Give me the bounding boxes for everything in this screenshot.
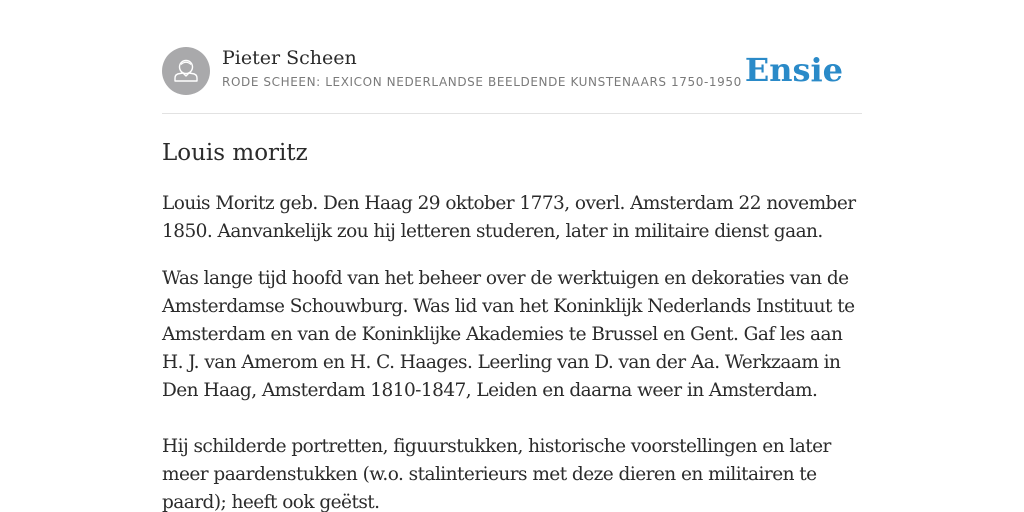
article-title: Louis moritz: [162, 140, 308, 166]
article-paragraph: Louis Moritz geb. Den Haag 29 oktober 1773, overl. Amsterdam 22 november 1850. Aanvankelijk zou hij letteren studeren, later in militaire dienst gaan.: [162, 193, 856, 242]
author-avatar[interactable]: [162, 47, 210, 95]
article-body: [162, 190, 867, 512]
article-paragraph: Was lange tijd hoofd van het beheer over de werktuigen en dekoraties van de Amsterdamse Schouwburg. Was lid van het Koninklijk Nederlands Instituut te Amsterdam en van de Koninklijke Akademies te Brussel en Gent. Gaf les aan H. J. van Amerom en H. C. Haages. Leerling van D. van der Aa. Werkzaam in Den Haag, Amsterdam 1810-1847, Leiden en daarna weer in Amsterdam. Hij schilderde portretten, figuurstukken, historische voorstellingen en later meer paardenstukken (w.o. stalinterieurs met deze dieren en militairen te paard); heeft ook geëtst.: [162, 268, 855, 512]
ensie-logo[interactable]: Ensie: [744, 51, 843, 89]
source-label[interactable]: RODE SCHEEN: LEXICON NEDERLANDSE BEELDENDE KUNSTENAARS 1750-1950: [222, 75, 742, 89]
article-header: [162, 46, 862, 96]
author-name[interactable]: Pieter Scheen: [222, 47, 357, 69]
user-icon: [162, 47, 210, 95]
header-divider: [162, 113, 862, 114]
